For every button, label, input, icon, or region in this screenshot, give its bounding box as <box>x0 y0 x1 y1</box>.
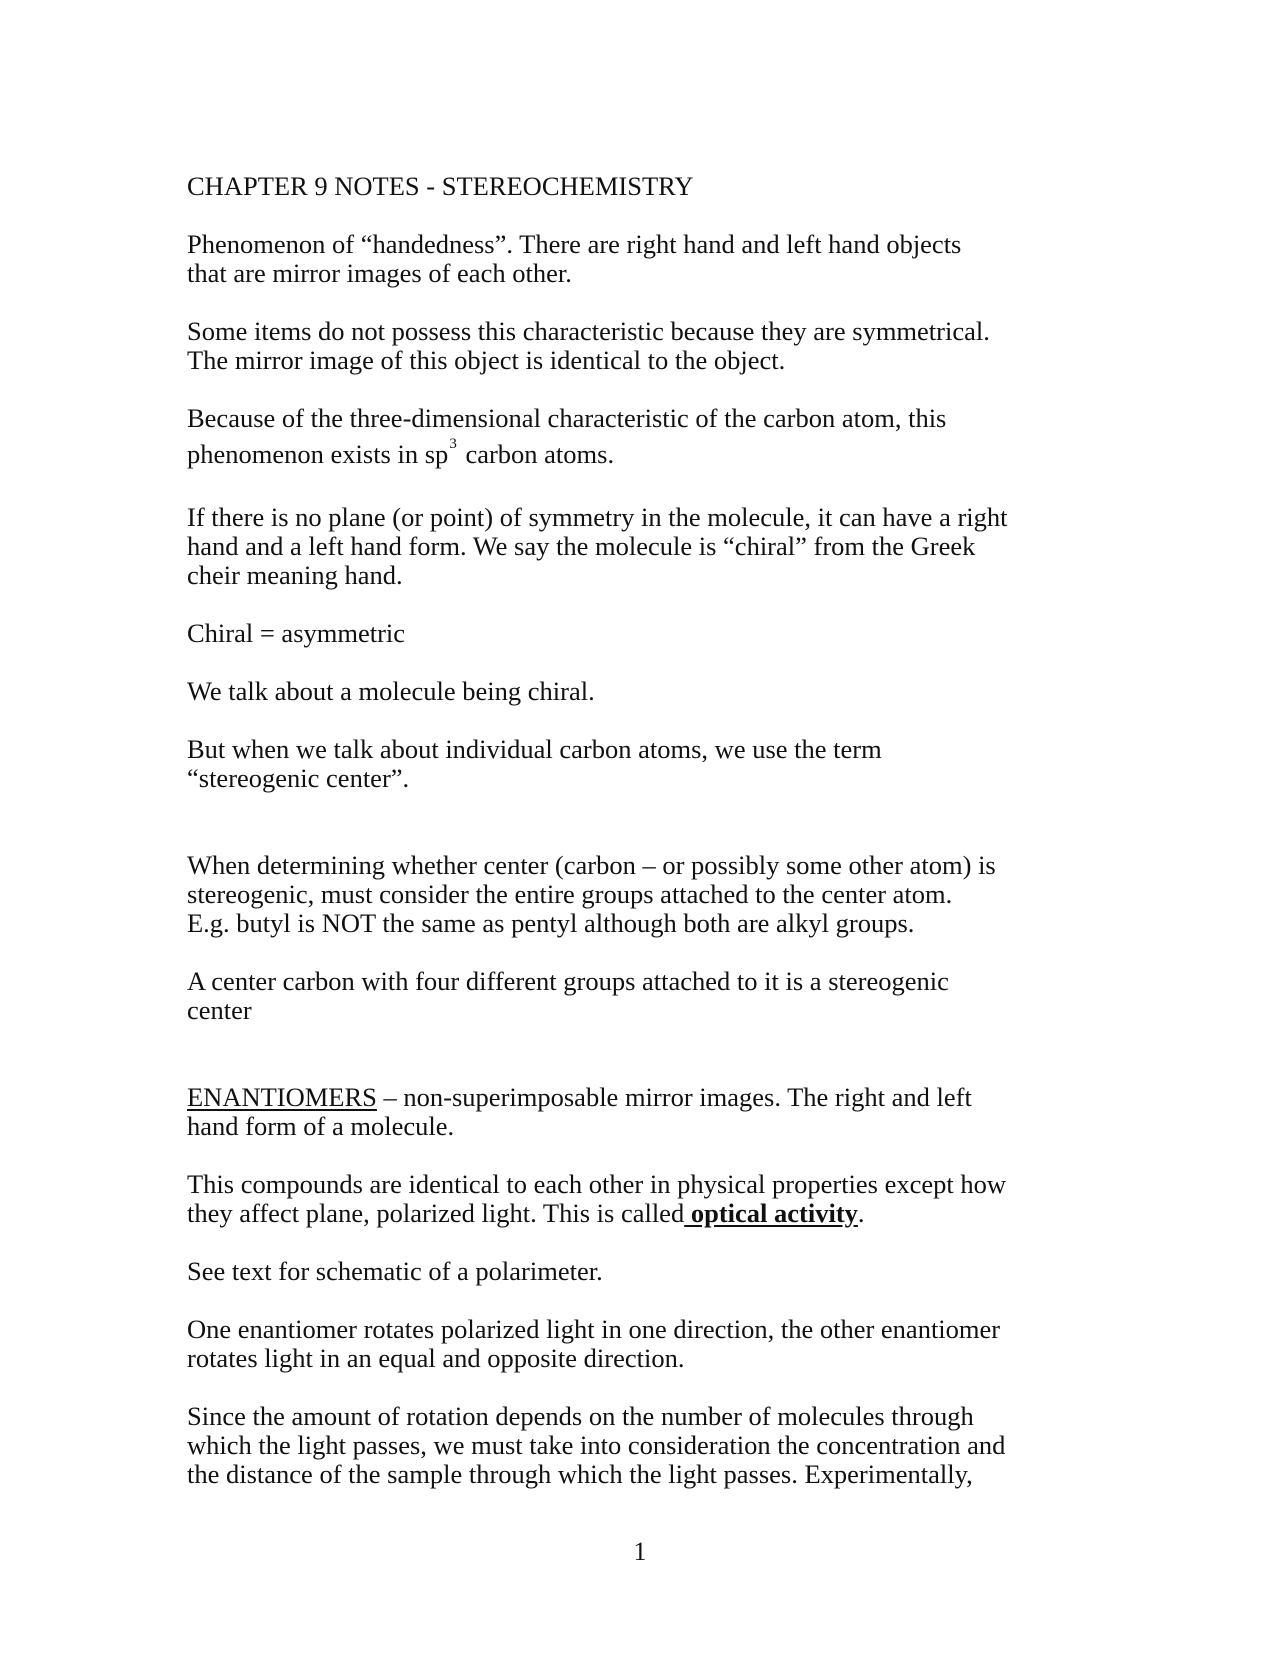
paragraph-line: cheir meaning hand. <box>187 560 403 590</box>
paragraph-rotation-direction <box>187 1315 1107 1373</box>
superscript: 3 <box>449 436 457 452</box>
sp3-text: phenomenon exists in sp <box>187 439 449 469</box>
paragraph-line: The mirror image of this object is identical to the object. <box>187 345 786 375</box>
paragraph-determining <box>187 851 1107 938</box>
paragraph-line: This compounds are identical to each other in physical properties except how <box>187 1169 1007 1199</box>
paragraph-line: One enantiomer rotates polarized light in one direction, the other enantiomer <box>187 1314 1001 1344</box>
paragraph-rotation-amount <box>187 1402 1107 1489</box>
paragraph-line: Some items do not possess this characteristic because they are symmetrical. <box>187 316 990 346</box>
paragraph-line: that are mirror images of each other. <box>187 258 572 288</box>
sp3-text-end: carbon atoms. <box>458 439 615 469</box>
paragraph-line: E.g. butyl is NOT the same as pentyl although both are alkyl groups. <box>187 908 915 938</box>
document-body <box>187 172 1107 1489</box>
paragraph-line: If there is no plane (or point) of symmetry in the molecule, it can have a right <box>187 502 1008 532</box>
paragraph-line: rotates light in an equal and opposite direction. <box>187 1343 685 1373</box>
optical-activity-term: optical activity <box>684 1198 858 1228</box>
paragraph-line: hand and a left hand form. We say the molecule is “chiral” from the Greek <box>187 531 976 561</box>
paragraph-line: Since the amount of rotation depends on the number of molecules through <box>187 1401 974 1431</box>
paragraph-handedness <box>187 230 1107 288</box>
paragraph-line: But when we talk about individual carbon atoms, we use the term <box>187 734 882 764</box>
paragraph-optical-activity <box>187 1170 1107 1228</box>
paragraph-line <box>187 1199 1107 1228</box>
optical-activity-text: they affect plane, polarized light. This is called <box>187 1198 685 1228</box>
optical-activity-end: . <box>857 1198 865 1228</box>
paragraph-line: Because of the three-dimensional characteristic of the carbon atom, this <box>187 403 947 433</box>
paragraph-symmetry <box>187 317 1107 375</box>
paragraph-line: “stereogenic center”. <box>187 763 410 793</box>
paragraph-line: When determining whether center (carbon – or possibly some other atom) is <box>187 850 996 880</box>
paragraph-line: A center carbon with four different groups attached to it is a stereogenic <box>187 966 949 996</box>
paragraph-center-carbon <box>187 967 1107 1025</box>
paragraph-polarimeter: See text for schematic of a polarimeter. <box>187 1256 603 1286</box>
paragraph-line: hand form of a molecule. <box>187 1111 455 1141</box>
page-number: 1 <box>633 1537 647 1566</box>
paragraph-line <box>187 1083 1107 1112</box>
paragraph-chiral-definition <box>187 503 1107 590</box>
paragraph-line <box>187 433 1107 474</box>
paragraph-stereogenic-term <box>187 735 1107 793</box>
paragraph-sp3 <box>187 404 1107 474</box>
paragraph-chiral-asymmetric: Chiral = asymmetric <box>187 618 406 648</box>
paragraph-line: center <box>187 995 252 1025</box>
paragraph-molecule-chiral: We talk about a molecule being chiral. <box>187 676 595 706</box>
enantiomers-definition: – non-superimposable mirror images. The right and left <box>376 1082 972 1112</box>
enantiomers-term: ENANTIOMERS <box>187 1082 377 1112</box>
paragraph-line: stereogenic, must consider the entire groups attached to the center atom. <box>187 879 953 909</box>
paragraph-line: the distance of the sample through which the light passes. Experimentally, <box>187 1459 973 1489</box>
page-title: CHAPTER 9 NOTES - STEREOCHEMISTRY <box>187 171 694 201</box>
paragraph-line: Phenomenon of “handedness”. There are right hand and left hand objects <box>187 229 962 259</box>
paragraph-line: which the light passes, we must take into consideration the concentration and <box>187 1430 1006 1460</box>
paragraph-enantiomers <box>187 1083 1107 1141</box>
